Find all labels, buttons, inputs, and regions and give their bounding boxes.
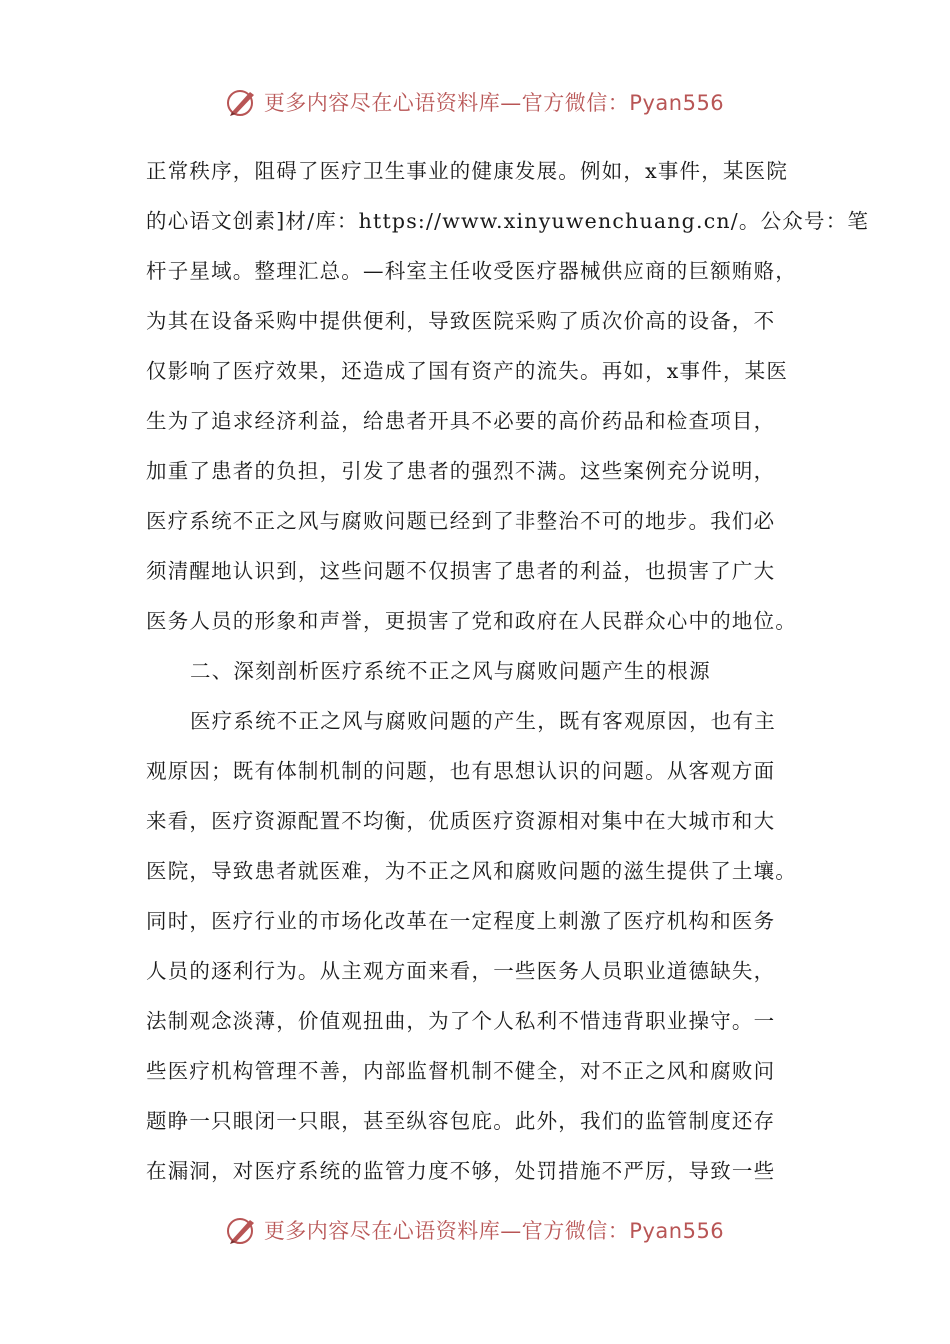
text-line: 的心语文创素]材/库：https://www.xinyuwenchuang.cn/。公众号：笔 [146, 209, 870, 233]
text-line: 法制观念淡薄，价值观扭曲，为了个人私利不惜违背职业操守。一 [146, 1009, 776, 1033]
text-line: 为其在设备采购中提供便利，导致医院采购了质次价高的设备，不 [146, 309, 776, 333]
text-line: 观原因；既有体制机制的问题，也有思想认识的问题。从客观方面 [146, 759, 776, 783]
text-line: 生为了追求经济利益，给患者开具不必要的高价药品和检查项目， [146, 409, 776, 433]
text-line: 同时，医疗行业的市场化改革在一定程度上刺激了医疗机构和医务 [146, 909, 776, 933]
text-line: 人员的逐利行为。从主观方面来看，一些医务人员职业道德缺失， [146, 959, 776, 983]
pen-logo-icon [226, 86, 258, 118]
footer-watermark [0, 1208, 950, 1252]
text-line: 来看，医疗资源配置不均衡，优质医疗资源相对集中在大城市和大 [146, 809, 776, 833]
text-line: 杆子星域。整理汇总。—科室主任收受医疗器械供应商的巨额贿赂， [146, 259, 797, 283]
text-line: 正常秩序，阻碍了医疗卫生事业的健康发展。例如，x事件，某医院 [146, 159, 789, 183]
text-line: 仅影响了医疗效果，还造成了国有资产的流失。再如，x事件，某医 [146, 359, 789, 383]
text-line: 医疗系统不正之风与腐败问题已经到了非整治不可的地步。我们必 [146, 509, 776, 533]
text-line: 题睁一只眼闭一只眼，甚至纵容包庇。此外，我们的监管制度还存 [146, 1109, 776, 1133]
document-body [146, 146, 870, 1196]
pen-logo-icon [226, 1214, 258, 1246]
watermark-text: 更多内容尽在心语资料库—官方微信：Pyan556 [263, 91, 725, 115]
text-line: 些医疗机构管理不善，内部监督机制不健全，对不正之风和腐败问 [146, 1059, 776, 1083]
text-line: 加重了患者的负担，引发了患者的强烈不满。这些案例充分说明， [146, 459, 776, 483]
section-heading: 二、深刻剖析医疗系统不正之风与腐败问题产生的根源 [190, 659, 711, 683]
text-line: 须清醒地认识到，这些问题不仅损害了患者的利益，也损害了广大 [146, 559, 776, 583]
paragraph-first-line: 医疗系统不正之风与腐败问题的产生，既有客观原因，也有主 [190, 709, 776, 733]
watermark-text: 更多内容尽在心语资料库—官方微信：Pyan556 [263, 1219, 725, 1243]
text-line: 医务人员的形象和声誉，更损害了党和政府在人民群众心中的地位。 [146, 609, 797, 633]
header-watermark [0, 80, 950, 124]
text-line: 在漏洞，对医疗系统的监管力度不够，处罚措施不严厉，导致一些 [146, 1159, 776, 1183]
text-line: 医院，导致患者就医难，为不正之风和腐败问题的滋生提供了土壤。 [146, 859, 797, 883]
